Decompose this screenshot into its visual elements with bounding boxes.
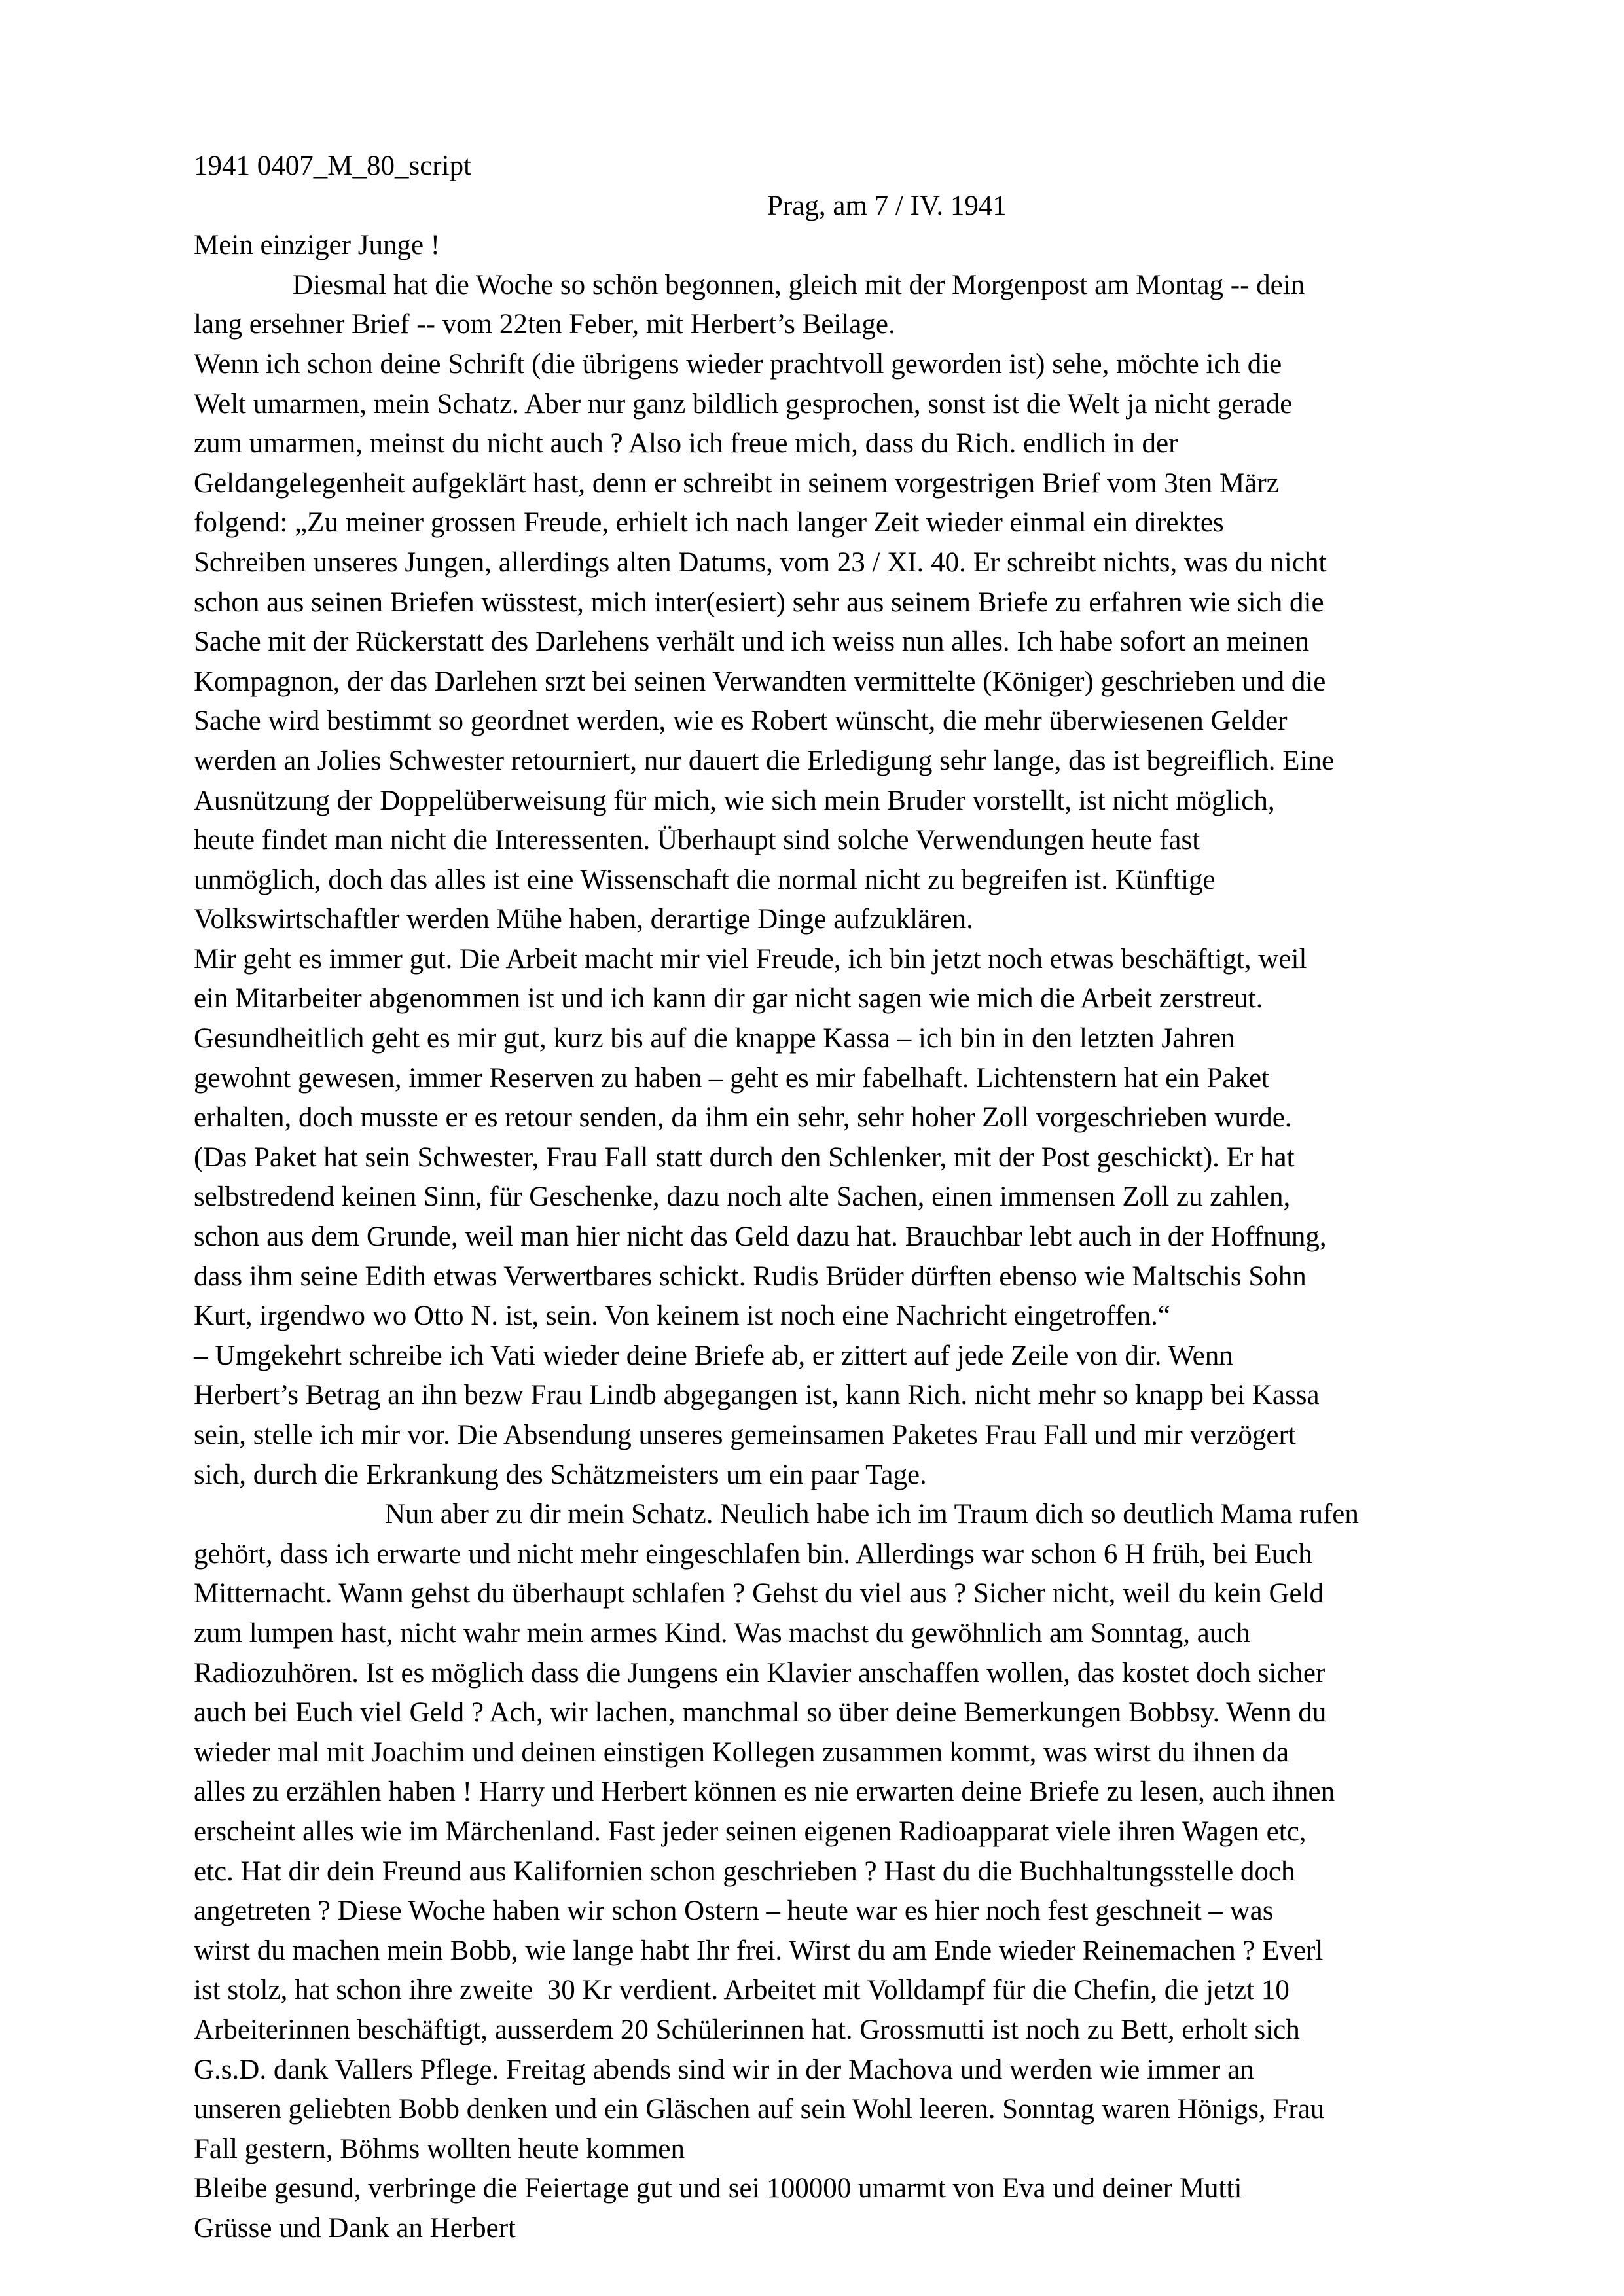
text-line: heute findet man nicht die Interessenten. Überhaupt sind solche Verwendungen heute fast (194, 825, 1200, 856)
text-line: Sache mit der Rückerstatt des Darlehens verhält und ich weiss nun alles. Ich habe sofort an meinen (194, 626, 1309, 658)
text-line: Mitternacht. Wann gehst du überhaupt schlafen ? Gehst du viel aus ? Sicher nicht, weil du kein Geld (194, 1578, 1324, 1609)
text-line: gehört, dass ich erwarte und nicht mehr eingeschlafen bin. Allerdings war schon 6 H früh, bei Euch (194, 1538, 1312, 1570)
text-line: wirst du machen mein Bobb, wie lange habt Ihr frei. Wirst du am Ende wieder Reinemachen ? Everl (194, 1935, 1324, 1966)
text-line: Grüsse und Dank an Herbert (194, 2212, 516, 2244)
text-line: G.s.D. dank Vallers Pflege. Freitag abends sind wir in der Machova und werden wie immer an (194, 2054, 1254, 2085)
text-line: Radiozuhören. Ist es möglich dass die Jungens ein Klavier anschaffen wollen, das kostet doch sicher (194, 1657, 1326, 1689)
text-line: schon aus seinen Briefen wüsstest, mich inter(esiert) sehr aus seinem Briefe zu erfahren wie sich die (194, 586, 1324, 618)
text-line: ist stolz, hat schon ihre zweite 30 Kr verdient. Arbeitet mit Volldampf für die Chefin, die jetzt 10 (194, 1975, 1290, 2006)
text-line: schon aus dem Grunde, weil man hier nicht das Geld dazu hat. Brauchbar lebt auch in der Hoffnung, (194, 1221, 1327, 1253)
text-line: Geldangelegenheit aufgeklärt hast, denn er schreibt in seinem vorgestrigen Brief vom 3ten März (194, 467, 1279, 499)
text-line: alles zu erzählen haben ! Harry und Herbert können es nie erwarten deine Briefe zu lesen, auch ihnen (194, 1776, 1335, 1808)
text-line: zum lumpen hast, nicht wahr mein armes Kind. Was machst du gewöhnlich am Sonntag, auch (194, 1617, 1250, 1649)
text-line: Schreiben unseres Jungen, allerdings alten Datums, vom 23 / XI. 40. Er schreibt nichts, was du nicht (194, 547, 1327, 578)
text-line: Volkswirtschaftler werden Mühe haben, derartige Dinge aufzuklären. (194, 904, 973, 935)
text-line: werden an Jolies Schwester retourniert, nur dauert die Erledigung sehr lange, das ist begreiflich. Eine (194, 745, 1335, 776)
salutation: Mein einziger Junge ! (194, 230, 441, 261)
text-line: – Umgekehrt schreibe ich Vati wieder deine Briefe ab, er zittert auf jede Zeile von dir. Wenn (194, 1340, 1233, 1371)
text-line: Sache wird bestimmt so geordnet werden, wie es Robert wünscht, die mehr überwiesenen Gelder (194, 706, 1288, 737)
text-line (194, 2248, 1477, 2288)
text-line: Bleibe gesund, verbringe die Feiertage gut und sei 100000 umarmt von Eva und deiner Mutti (194, 2173, 1242, 2204)
text-line: Kompagnon, der das Darlehen srzt bei seinen Verwandten vermittelte (Königer) geschrieben und die (194, 666, 1326, 697)
text-line: etc. Hat dir dein Freund aus Kalifornien schon geschrieben ? Hast du die Buchhaltungsstelle doch (194, 1856, 1295, 1887)
text-line: Mir geht es immer gut. Die Arbeit macht mir viel Freude, ich bin jetzt noch etwas beschäftigt, weil (194, 943, 1307, 975)
text-line: ein Mitarbeiter abgenommen ist und ich kann dir gar nicht sagen wie mich die Arbeit zerstreut. (194, 983, 1263, 1014)
text-line: lang ersehner Brief -- vom 22ten Feber, mit Herbert’s Beilage. (194, 309, 895, 340)
text-line: erscheint alles wie im Märchenland. Fast jeder seinen eigenen Radioapparat viele ihren Wagen etc, (194, 1816, 1307, 1847)
text-line: Kurt, irgendwo wo Otto N. ist, sein. Von keinem ist noch eine Nachricht eingetroffen.“ (194, 1300, 1170, 1332)
place-date: Prag, am 7 / IV. 1941 (767, 190, 1007, 221)
text-line: zum umarmen, meinst du nicht auch ? Also ich freue mich, dass du Rich. endlich in der (194, 428, 1178, 459)
text-line: angetreten ? Diese Woche haben wir schon Ostern – heute war es hier noch fest geschneit – was (194, 1895, 1274, 1927)
text-line: Herbert’s Betrag an ihn bezw Frau Lindb abgegangen ist, kann Rich. nicht mehr so knapp bei Kassa (194, 1380, 1320, 1411)
text-line: Nun aber zu dir mein Schatz. Neulich habe ich im Traum dich so deutlich Mama rufen (385, 1499, 1359, 1530)
text-line: gewohnt gewesen, immer Reserven zu haben – geht es mir fabelhaft. Lichtenstern hat ein Paket (194, 1062, 1269, 1094)
text-line: wieder mal mit Joachim und deinen einstigen Kollegen zusammen kommt, was wirst du ihnen da (194, 1736, 1290, 1768)
text-line: erhalten, doch musste er es retour senden, da ihm ein sehr, sehr hoher Zoll vorgeschrieben wurde. (194, 1102, 1292, 1134)
text-line: sich, durch die Erkrankung des Schätzmeisters um ein paar Tage. (194, 1459, 927, 1490)
text-line: Ausnützung der Doppelüberweisung für mich, wie sich mein Bruder vorstellt, ist nicht möglich, (194, 785, 1275, 816)
text-line: Gesundheitlich geht es mir gut, kurz bis auf die knappe Kassa – ich bin in den letzten Jahren (194, 1023, 1235, 1054)
letter-body (194, 147, 1477, 2288)
text-line: unseren geliebten Bobb denken und ein Gläschen auf sein Wohl leeren. Sonntag waren Hönigs, Frau (194, 2094, 1325, 2125)
file-label: 1941 0407_M_80_script (194, 151, 472, 181)
text-line: Wenn ich schon deine Schrift (die übrigens wieder prachtvoll geworden ist) sehe, möchte ich die (194, 348, 1282, 380)
text-line: (Das Paket hat sein Schwester, Frau Fall statt durch den Schlenker, mit der Post geschickt). Er hat (194, 1141, 1295, 1173)
text-line: Diesmal hat die Woche so schön begonnen, gleich mit der Morgenpost am Montag -- dein (293, 269, 1305, 300)
text-line: Welt umarmen, mein Schatz. Aber nur ganz bildlich gesprochen, sonst ist die Welt ja nicht gerade (194, 388, 1293, 420)
text-line: Arbeiterinnen beschäftigt, ausserdem 20 Schülerinnen hat. Grossmutti ist noch zu Bett, erholt sich (194, 2014, 1300, 2045)
text-line: selbstredend keinen Sinn, für Geschenke, dazu noch alte Sachen, einen immensen Zoll zu zahlen, (194, 1181, 1291, 1213)
text-line: unmöglich, doch das alles ist eine Wissenschaft die normal nicht zu begreifen ist. Künftige (194, 864, 1216, 895)
text-line: folgend: „Zu meiner grossen Freude, erhielt ich nach langer Zeit wieder einmal ein direktes (194, 507, 1224, 539)
text-line: sein, stelle ich mir vor. Die Absendung unseres gemeinsamen Paketes Frau Fall und mir verzögert (194, 1420, 1296, 1450)
text-line: dass ihm seine Edith etwas Verwertbares schickt. Rudis Brüder dürften ebenso wie Maltschis Sohn (194, 1261, 1307, 1292)
text-line: auch bei Euch viel Geld ? Ach, wir lachen, manchmal so über deine Bemerkungen Bobbsy. Wenn du (194, 1697, 1327, 1729)
text-line: Fall gestern, Böhms wollten heute kommen (194, 2133, 685, 2164)
